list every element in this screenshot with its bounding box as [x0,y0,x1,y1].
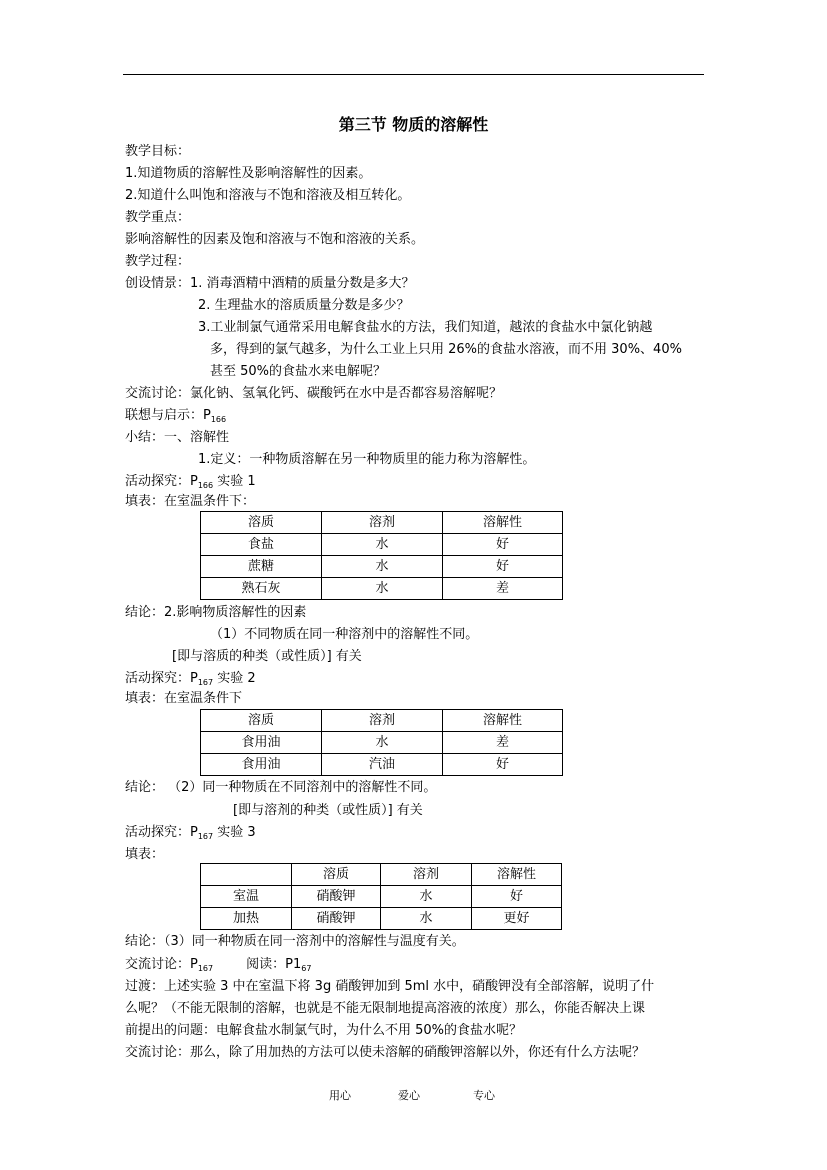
text-line: 结论：2.影响物质溶解性的因素 [125,605,307,620]
text-line: 1.知道物质的溶解性及影响溶解性的因素。 [125,166,372,181]
text-line [125,670,256,688]
table-cell: 室温 [201,886,292,908]
text-line: 么呢？（不能无限制的溶解，也就是不能无限制地提高溶液的浓度）那么，你能否解决上课 [125,1001,646,1016]
text-line: 教学目标： [125,144,191,159]
table-cell: 溶剂 [381,864,472,886]
table-cell: 溶剂 [322,710,443,732]
text-line: （1）不同物质在同一种溶剂中的溶解性不同。 [210,627,479,642]
table-header-row [201,864,562,886]
table-cell: 蔗糖 [201,556,322,578]
table-cell: 好 [443,754,563,776]
header-rule [123,74,704,75]
text-span: 联想与启示：P [125,408,211,423]
page-ref-subscript: 167 [197,832,214,841]
table-cell: 好 [443,556,563,578]
text-span: 实验 2 [213,671,256,686]
table-room-temperature [200,511,563,600]
table-cell: 硝酸钾 [292,886,381,908]
text-line: 交流讨论：氯化钠、氢氧化钙、碳酸钙在水中是否都容易溶解呢？ [125,386,503,401]
text-line: 影响溶解性的因素及饱和溶液与不饱和溶液的关系。 [125,232,425,247]
text-line: 结论： （2）同一种物质在不同溶剂中的溶解性不同。 [125,780,437,795]
table-cell [201,864,292,886]
text-line: 结论：（3）同一种物质在同一溶剂中的溶解性与温度有关。 [125,934,465,949]
text-line: 填表： [125,847,165,862]
footer-text: 用心 [329,1089,351,1102]
page-ref-subscript: 167 [197,678,214,687]
text-line: 2. 生理盐水的溶质质量分数是多少？ [198,298,410,313]
table-row [201,556,563,578]
table-cell: 硝酸钾 [292,908,381,930]
table-cell: 水 [381,886,472,908]
text-line [125,473,256,491]
text-line: 前提出的问题：电解食盐水制氯气时，为什么不用 50%的食盐水呢？ [125,1023,523,1038]
table-row [201,732,563,754]
table-cell: 更好 [472,908,562,930]
text-line: 过渡：上述实验 3 中在室温下将 3g 硝酸钾加到 5ml 水中，硝酸钾没有全部溶解，说明了什 [125,979,655,994]
text-span: 交流讨论：P [125,957,198,972]
table-row [201,754,563,776]
table-cell: 溶剂 [322,512,443,534]
table-cell: 食用油 [201,754,322,776]
table-cell: 水 [322,732,443,754]
table-cell: 溶解性 [443,710,563,732]
text-line: [即与溶剂的种类（或性质）] 有关 [233,803,423,818]
table-header-row [201,512,563,534]
page-ref-subscript: 67 [301,964,312,973]
text-line: 甚至 50%的食盐水来电解呢？ [210,364,387,379]
table-row [201,534,563,556]
table-cell: 熟石灰 [201,578,322,600]
text-line: 填表：在室温条件下 [125,691,243,706]
text-line: 小结：一、溶解性 [125,430,230,445]
text-span: 活动探究：P [125,825,198,840]
footer-text: 专心 [473,1089,495,1102]
table-cell: 水 [381,908,472,930]
text-span: 活动探究：P [125,474,198,489]
table-cell: 差 [443,578,563,600]
text-span: 阅读：P1 [213,957,302,972]
page-ref-subscript: 167 [197,964,214,973]
text-line [125,824,256,842]
table-solvent [200,709,563,776]
table-cell: 好 [472,886,562,908]
table-header-row [201,710,563,732]
table-cell: 水 [322,534,443,556]
text-span: 实验 1 [213,474,256,489]
text-line [125,956,311,974]
table-cell: 溶质 [201,710,322,732]
text-line: 填表：在室温条件下： [125,494,256,509]
table-cell: 汽油 [322,754,443,776]
table-cell: 水 [322,556,443,578]
table-temperature [200,863,562,930]
page-ref-subscript: 166 [210,415,227,424]
text-line: 3.工业制氯气通常采用电解食盐水的方法，我们知道，越浓的食盐水中氯化钠越 [198,320,653,335]
table-cell: 溶质 [292,864,381,886]
table-cell: 食用油 [201,732,322,754]
text-line: 教学重点： [125,210,191,225]
text-line: [即与溶质的种类（或性质）] 有关 [172,649,362,664]
table-row [201,578,563,600]
text-span: 活动探究：P [125,671,198,686]
table-cell: 溶解性 [443,512,563,534]
page-ref-subscript: 166 [197,481,214,490]
text-line: 创设情景：1. 消毒酒精中酒精的质量分数是多大？ [125,276,415,291]
table-row [201,908,562,930]
table-cell: 好 [443,534,563,556]
footer-text: 爱心 [398,1089,420,1102]
table-cell: 溶解性 [472,864,562,886]
text-line: 多，得到的氯气越多，为什么工业上只用 26%的食盐水溶液，而不用 30%、40% [210,342,682,357]
table-cell: 差 [443,732,563,754]
table-cell: 水 [322,578,443,600]
text-line: 2.知道什么叫饱和溶液与不饱和溶液及相互转化。 [125,188,411,203]
table-cell: 加热 [201,908,292,930]
table-cell: 食盐 [201,534,322,556]
text-line [125,407,226,425]
table-row [201,886,562,908]
table-cell: 溶质 [201,512,322,534]
text-line: 1.定义：一种物质溶解在另一种物质里的能力称为溶解性。 [198,452,536,467]
text-line: 交流讨论：那么，除了用加热的方法可以使未溶解的硝酸钾溶解以外，你还有什么方法呢？ [125,1045,646,1060]
text-line: 教学过程： [125,254,191,269]
text-span: 实验 3 [213,825,256,840]
page-title: 第三节 物质的溶解性 [338,115,489,134]
